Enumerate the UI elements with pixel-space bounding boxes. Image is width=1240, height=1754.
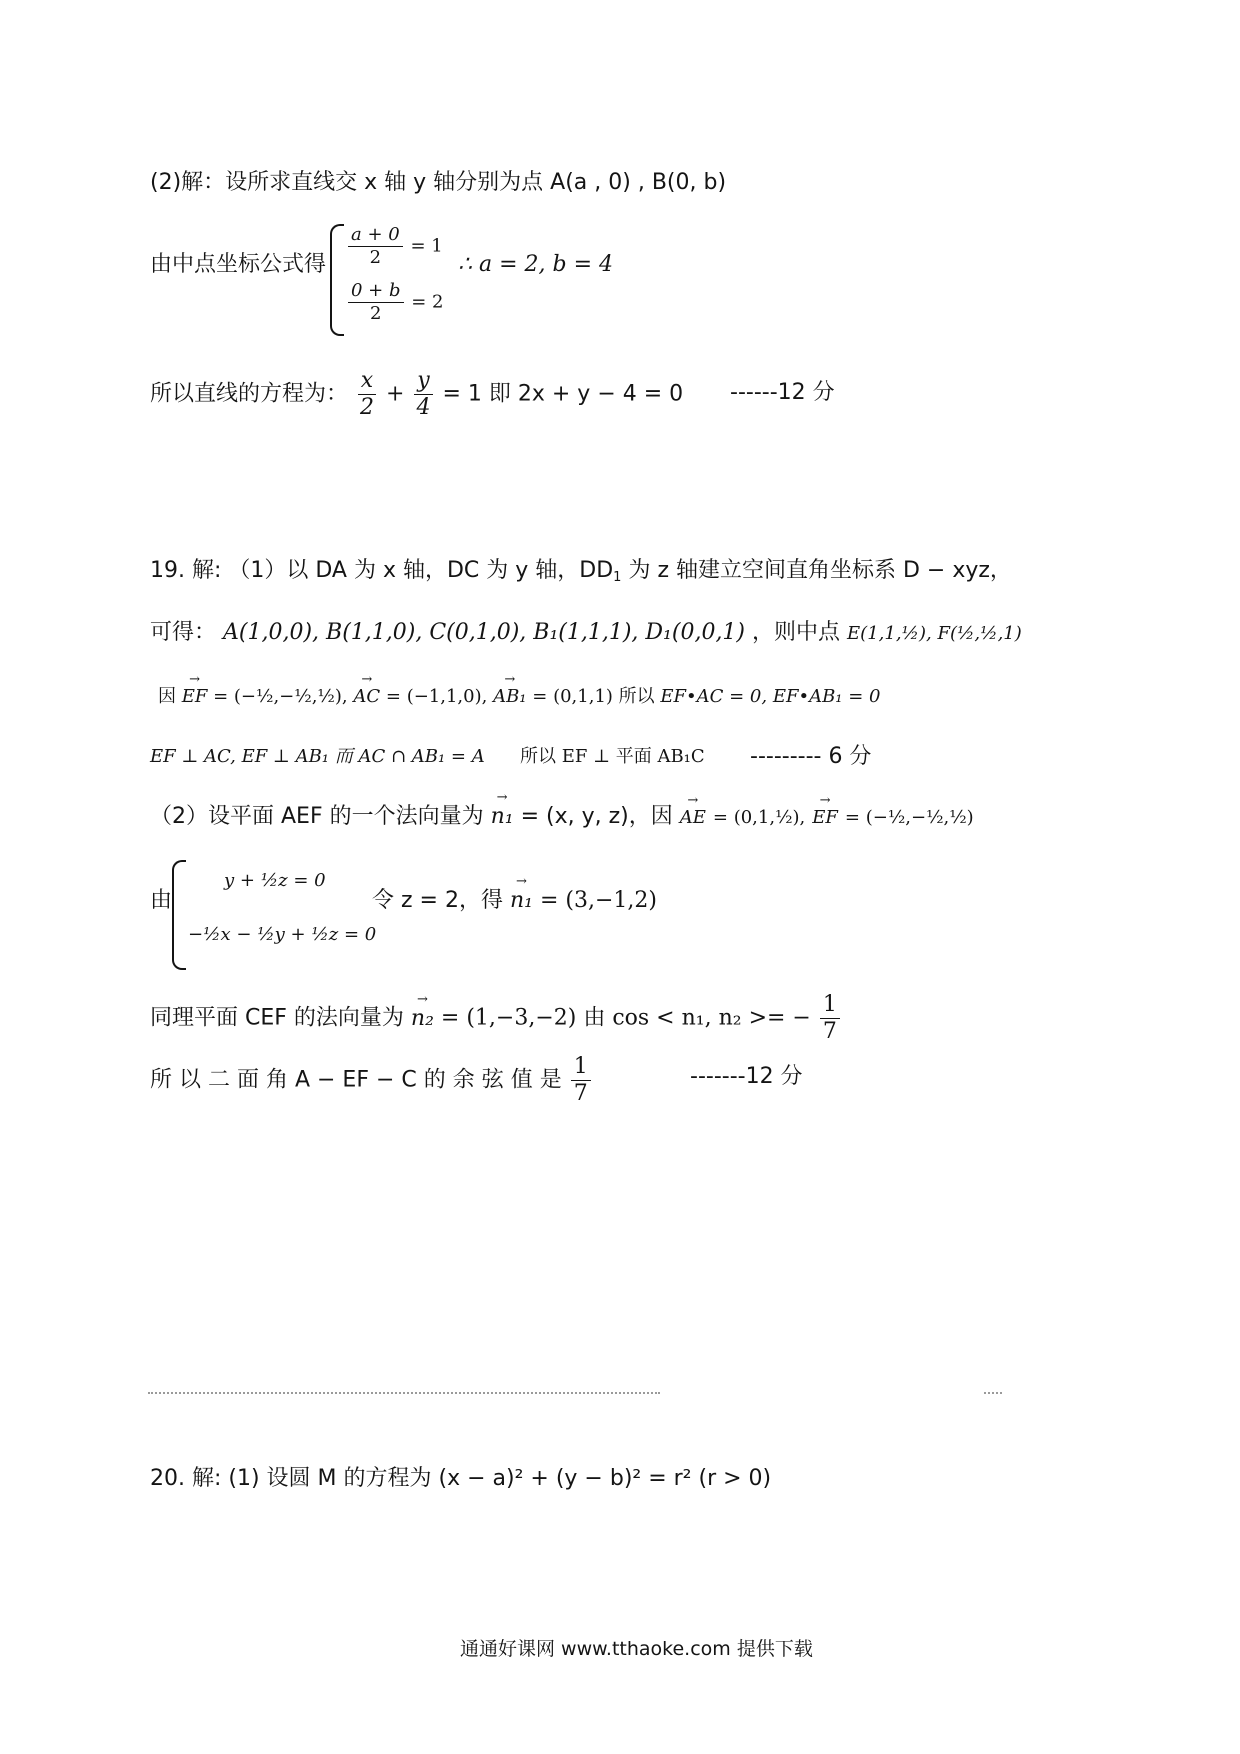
s19-ab1-name: → AB₁ xyxy=(493,688,526,706)
s19-coords-line xyxy=(150,622,1022,644)
s19-ac-value: = (−1,1,0), xyxy=(385,686,488,707)
s18-eq1-rhs: = 1 xyxy=(410,235,443,257)
s19-ef-value: = (−½,−½,½), xyxy=(213,686,348,707)
s19-midpoint-label: ，则中点 xyxy=(752,620,841,645)
s18-score: ------12 分 xyxy=(730,380,835,405)
s18-plus: + xyxy=(386,381,405,407)
s19-coords: A(1,0,0), B(1,1,0), C(0,1,0), B₁(1,1,1), D₁(0,0,1) xyxy=(223,620,746,645)
s18-eq2-rhs: = 2 xyxy=(411,291,444,313)
s18-eq-tail: = 1 即 2x + y − 4 = 0 xyxy=(442,381,684,407)
s19-ae-name: → AE xyxy=(680,809,706,827)
s20-line1: 20. 解: (1) 设圆 M 的方程为 (x − a)² + (y − b)² = r² (r > 0) xyxy=(150,1466,772,1491)
s19-cos-num: 1 xyxy=(820,994,840,1019)
s19-vec-prefix: 因 xyxy=(158,686,176,707)
s19-ef2-name: → EF xyxy=(812,809,838,827)
s19-perp-line: EF ⊥ AC, EF ⊥ AB₁ 而 AC ∩ AB₁ = A xyxy=(150,746,485,767)
s18-eq1-den: 2 xyxy=(369,247,382,268)
s18-line-label: 所以直线的方程为： xyxy=(150,381,349,407)
s18-eq2 xyxy=(346,282,444,323)
s19-n1-result: = (3,−1,2) xyxy=(539,888,657,913)
s19-ef2-value: = (−½,−½,½) xyxy=(844,807,974,828)
s19-score1: --------- 6 分 xyxy=(750,744,872,769)
s19-let-z: 令 z = 2，得 xyxy=(372,888,503,913)
s19-let-line xyxy=(372,890,657,912)
s19-part2: （2）设平面 AEF 的一个法向量为 xyxy=(150,804,484,829)
s19-cef-label: 同理平面 CEF 的法向量为 xyxy=(150,1005,404,1031)
s18-eq1-num: a + 0 xyxy=(348,226,403,247)
s19-ae-value: = (0,1,½), xyxy=(712,807,806,828)
s19-ef-name: → EF xyxy=(182,688,208,706)
s18-f1-num: x xyxy=(358,370,376,395)
s19-final-den: 7 xyxy=(573,1081,588,1106)
s19-intro-tail: 为 z 轴建立空间直角坐标系 D − xyz， xyxy=(621,558,1012,583)
s19-dot-label: 所以 xyxy=(618,686,655,707)
s18-midpoint-label: 由中点坐标公式得 xyxy=(150,252,327,277)
s19-intro-sub: 1 xyxy=(613,570,622,585)
s19-sys-label: 由 xyxy=(150,888,173,913)
separator-dotted-tail xyxy=(984,1392,1002,1394)
s19-perp-conclude: 所以 EF ⊥ 平面 AB₁C xyxy=(520,746,705,767)
s18-result: ∴ a = 2, b = 4 xyxy=(458,252,614,277)
separator-dotted-line xyxy=(148,1392,660,1394)
footer-text: 通通好课网 www.tthaoke.com 提供下载 xyxy=(460,1638,813,1660)
s19-coords-label: 可得： xyxy=(150,620,217,645)
s19-sys1: y + ½z = 0 xyxy=(224,870,326,891)
s19-cos-den: 7 xyxy=(822,1019,837,1044)
s19-dihedral-line xyxy=(150,1056,593,1105)
s18-line-equation xyxy=(150,370,683,419)
s19-ab1-value: = (0,1,1) xyxy=(532,686,613,707)
s19-intro-text: 19. 解: （1）以 DA 为 x 轴，DC 为 y 轴，DD xyxy=(150,558,614,583)
s18-eq2-num: 0 + b xyxy=(348,282,404,303)
s19-dot-result: EF•AC = 0, EF•AB₁ = 0 xyxy=(660,686,881,707)
s19-system-brace xyxy=(172,860,186,970)
s18-f2-num: y xyxy=(414,370,432,395)
s19-dihedral: 所 以 二 面 角 A − EF − C 的 余 弦 值 是 xyxy=(150,1067,562,1093)
s18-system-brace xyxy=(330,224,344,336)
s19-midpoints: E(1,1,½), F(½,½,1) xyxy=(847,623,1022,644)
s19-vector-line xyxy=(158,688,881,706)
s18-eq2-den: 2 xyxy=(370,303,382,324)
s19-final-num: 1 xyxy=(571,1056,591,1081)
s19-cef-line xyxy=(150,994,842,1043)
s19-part2-line xyxy=(150,806,974,828)
s19-n2-name: → n₂ xyxy=(411,1008,434,1030)
s18-f1-den: 2 xyxy=(360,395,375,420)
s19-sys2: −½x − ½y + ½z = 0 xyxy=(188,924,377,945)
s19-n1-def: = (x, y, z)，因 xyxy=(520,804,673,829)
s19-n1-result-name: → n₁ xyxy=(510,890,533,912)
s19-intro xyxy=(150,560,1012,584)
s19-score2: -------12 分 xyxy=(690,1064,803,1089)
s18-f2-den: 4 xyxy=(416,395,431,420)
s19-ac-name: → AC xyxy=(353,688,380,706)
s19-n1-name: → n₁ xyxy=(491,806,514,828)
s18-eq1 xyxy=(346,226,443,267)
s19-n2-value: = (1,−3,−2) 由 cos < n₁, n₂ >= − xyxy=(440,1005,811,1031)
s18-line1: (2)解：设所求直线交 x 轴 y 轴分别为点 A(a , 0) , B(0, b) xyxy=(150,170,727,195)
